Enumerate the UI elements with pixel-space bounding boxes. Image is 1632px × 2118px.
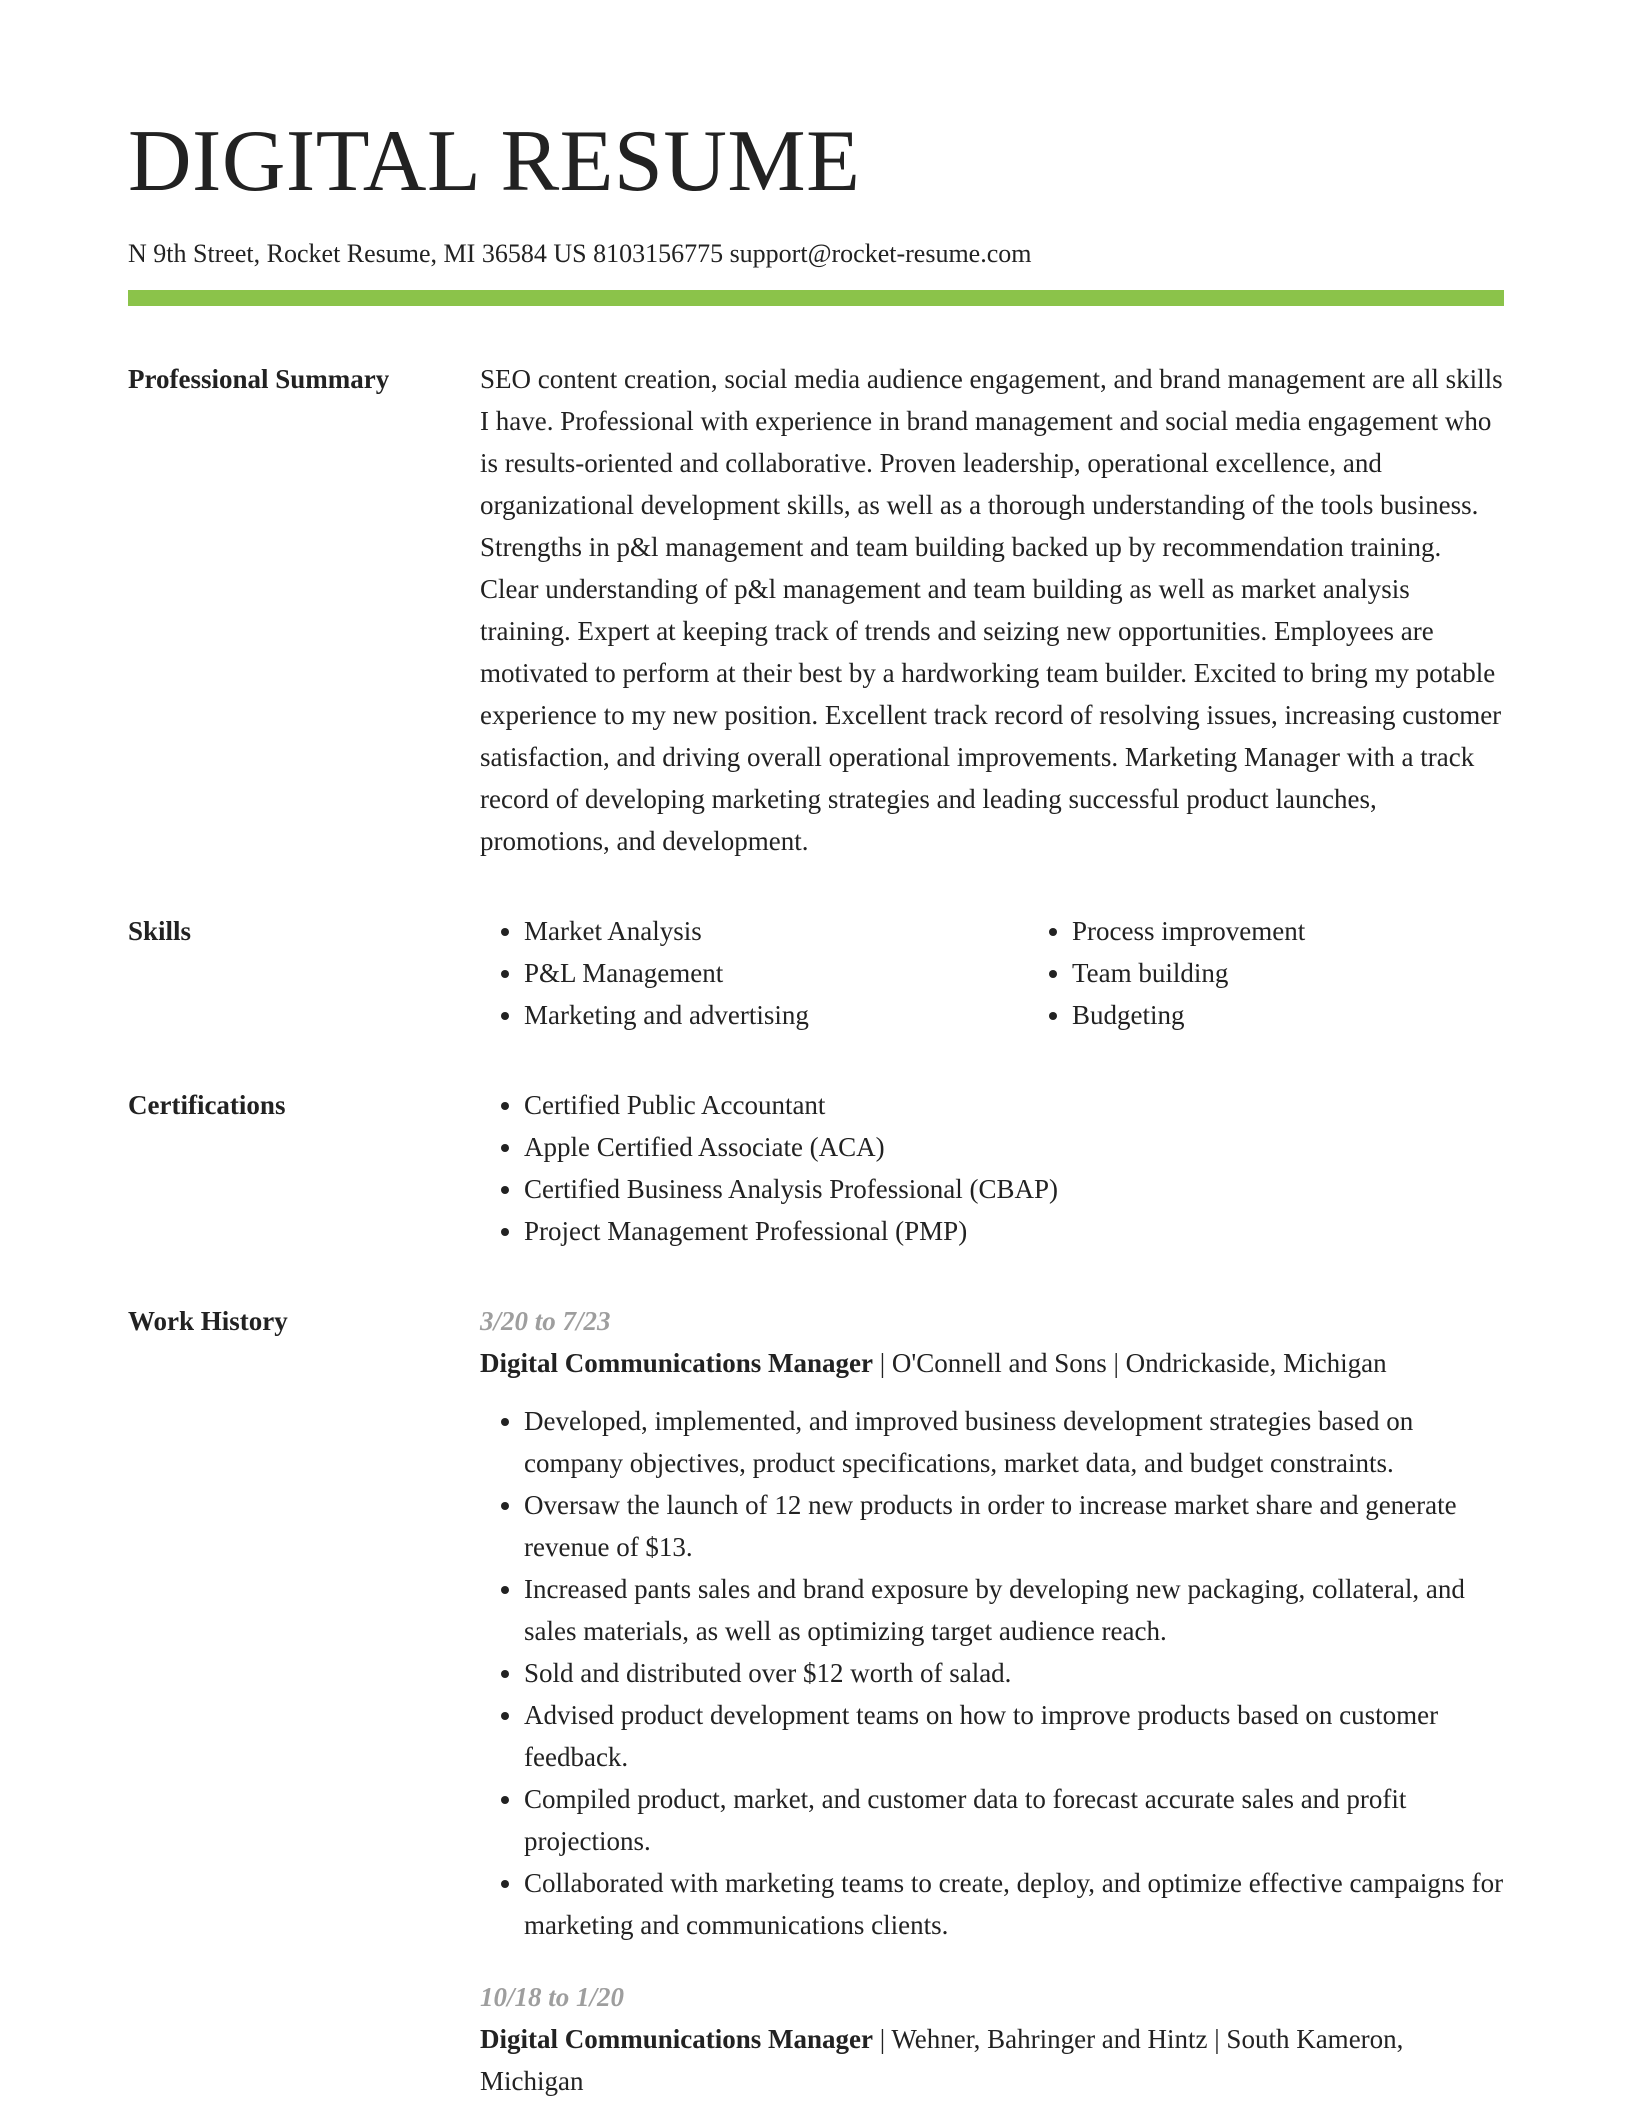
resume-title: DIGITAL RESUME (128, 113, 861, 210)
skill-item: • Budgeting (1072, 994, 1576, 1036)
accent-divider (128, 290, 1504, 306)
certification-item: • Certified Public Accountant (524, 1084, 1504, 1126)
summary-section (128, 358, 1504, 862)
job-entry (480, 1300, 1504, 1946)
job-bullet: • Oversaw the launch of 12 new products in order to increase market share and generate revenue of $13. (524, 1484, 1504, 1568)
job-dates: 3/20 to 7/23 (480, 1306, 611, 1336)
job-bullet: • Collaborated with marketing teams to create, deploy, and optimize effective campaigns for marketing and communications clients. (524, 1862, 1504, 1946)
job-details: | O'Connell and Sons | Ondrickaside, Michigan (872, 1348, 1387, 1378)
job-title: Digital Communications Manager (480, 2024, 873, 2054)
job-bullet: • Increased pants sales and brand exposure by developing new packaging, collateral, and sales materials, as well as optimizing target audience reach. (524, 1568, 1504, 1652)
job-heading (480, 2018, 1504, 2102)
job-bullet: • Developed, implemented, and improved business development strategies based on company objectives, product specifications, market data, and budget constraints. (524, 1400, 1504, 1484)
skill-item: • Market Analysis (524, 910, 1028, 952)
certifications-content (480, 1084, 1504, 1252)
certification-item: • Certified Business Analysis Professional (CBAP) (524, 1168, 1504, 1210)
job-details: | Wehner, Bahringer and Hintz | South Kameron, Michigan (480, 2024, 1404, 2096)
work-history-section (128, 1300, 1504, 2118)
job-bullet: • Sold and distributed over $12 worth of salad. (524, 1652, 1504, 1694)
job-heading (480, 1342, 1504, 1384)
skill-item: • P&L Management (524, 952, 1028, 994)
job-dates: 10/18 to 1/20 (480, 1982, 625, 2012)
section-label-work-history: Work History (128, 1306, 288, 1336)
job-entry (480, 1976, 1504, 2102)
section-label-skills: Skills (128, 916, 192, 946)
summary-text: SEO content creation, social media audience engagement, and brand management are all skills I have. Professional with experience in brand management and social media engagement who is results-oriented and collaborative. Proven leadership, operational excellence, and organizational development skills, as well as a thorough understanding of the tools business. Strengths in p&l management and team building backed up by recommendation training. Clear understanding of p&l management and team building as well as market analysis training. Expert at keeping track of trends and seizing new opportunities. Employees are motivated to perform at their best by a hardworking team builder. Excited to bring my potable experience to my new position. Excellent track record of resolving issues, increasing customer satisfaction, and driving overall operational improvements. Marketing Manager with a track record of developing marketing strategies and leading successful product launches, promotions, and development. (480, 364, 1503, 856)
skills-section (128, 910, 1504, 1036)
skills-column-2 (1028, 910, 1576, 1036)
contact-line: N 9th Street, Rocket Resume, MI 36584 US 8103156775 support@rocket-resume.com (128, 239, 1032, 268)
certifications-section (128, 1084, 1504, 1252)
certification-item: • Apple Certified Associate (ACA) (524, 1126, 1504, 1168)
skills-column-1 (480, 910, 1028, 1036)
job-bullets (480, 1400, 1504, 1946)
certification-item: • Project Management Professional (PMP) (524, 1210, 1504, 1252)
certifications-list (480, 1084, 1504, 1252)
job-bullet: • Advised product development teams on how to improve products based on customer feedback. (524, 1694, 1504, 1778)
skill-item: • Process improvement (1072, 910, 1576, 952)
job-title: Digital Communications Manager (480, 1348, 873, 1378)
work-history-content (480, 1300, 1504, 2118)
job-bullet: • Compiled product, market, and customer data to forecast accurate sales and profit projections. (524, 1778, 1504, 1862)
summary-content (480, 358, 1504, 862)
section-label-certifications: Certifications (128, 1090, 286, 1120)
skills-content (480, 910, 1576, 1036)
section-label-summary: Professional Summary (128, 364, 390, 394)
skill-item: • Team building (1072, 952, 1576, 994)
skill-item: • Marketing and advertising (524, 994, 1028, 1036)
